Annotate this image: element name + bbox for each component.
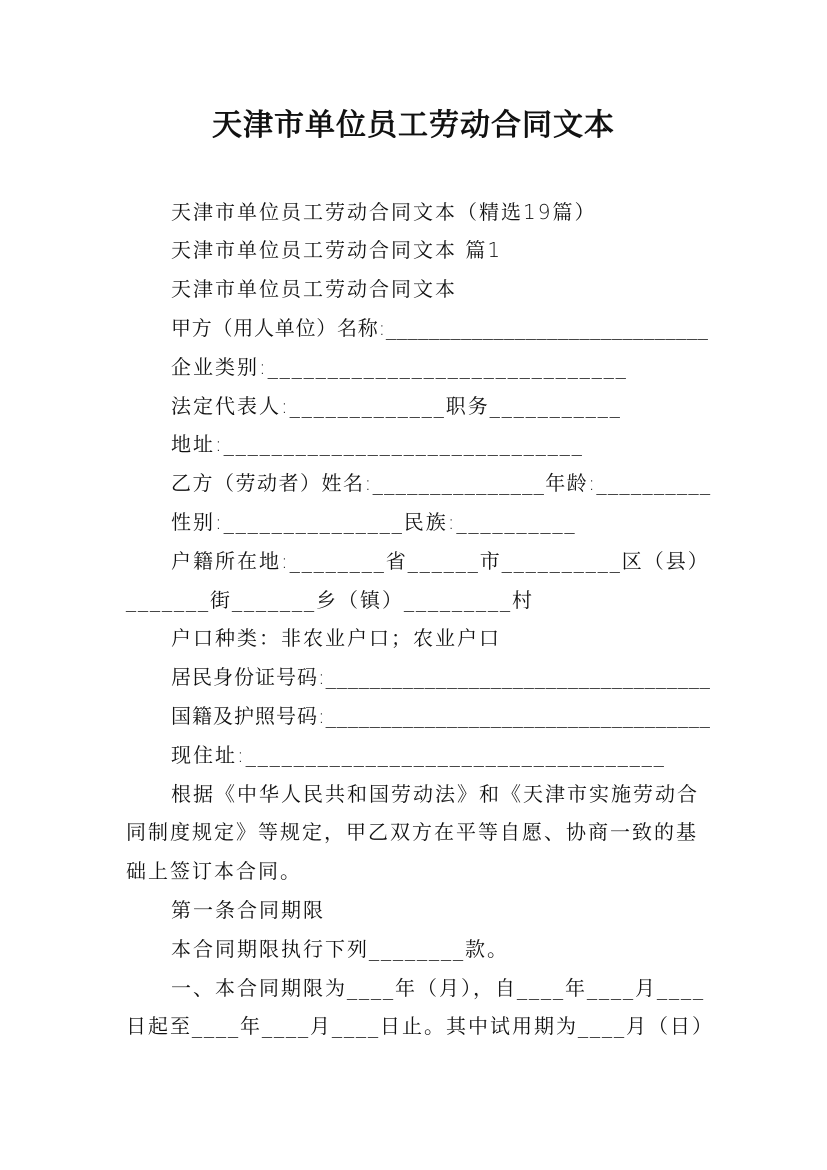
document-line: 天津市单位员工劳动合同文本 篇1 <box>171 238 503 262</box>
passport-line: 国籍及护照号码:___________________________________ <box>171 704 711 728</box>
paragraph-line: 根据《中华人民共和国劳动法》和《天津市实施劳动合 <box>171 782 699 806</box>
document-title: 天津市单位员工劳动合同文本 <box>212 108 615 143</box>
paragraph-line: 一、本合同期限为____年（月），自____年____月____ <box>171 976 705 1000</box>
paragraph-line: 本合同期限执行下列________款。 <box>171 937 509 961</box>
document-line: 天津市单位员工劳动合同文本 <box>171 277 457 301</box>
employee-name-line: 乙方（劳动者）姓名:_______________年龄:__________ <box>171 471 712 495</box>
paragraph-line: 日起至____年____月____日止。其中试用期为____月（日） <box>126 1014 714 1038</box>
household-line-cont: _______街_______乡（镇）_________村 <box>126 588 534 612</box>
id-number-line: 居民身份证号码:___________________________________ <box>171 665 711 689</box>
household-line: 户籍所在地:________省______市__________区（县） <box>171 549 710 573</box>
section-heading: 第一条合同期限 <box>171 898 325 922</box>
paragraph-line: 础上签订本合同。 <box>126 859 302 883</box>
paragraph-line: 同制度规定》等规定，甲乙双方在平等自愿、协商一致的基 <box>126 820 698 844</box>
gender-line: 性别:_______________民族:__________ <box>171 510 577 534</box>
hukou-type-line: 户口种类：非农业户口；农业户口 <box>171 626 501 650</box>
legal-rep-line: 法定代表人:_____________职务___________ <box>171 394 622 418</box>
document-line: 天津市单位员工劳动合同文本（精选19篇） <box>171 200 597 224</box>
address-line: 地址:______________________________ <box>171 432 584 456</box>
company-type-line: 企业类别:______________________________ <box>171 355 628 379</box>
current-address-line: 现住址:___________________________________ <box>171 743 666 767</box>
employer-name-line: 甲方（用人单位）名称:______________________________ <box>171 316 709 340</box>
